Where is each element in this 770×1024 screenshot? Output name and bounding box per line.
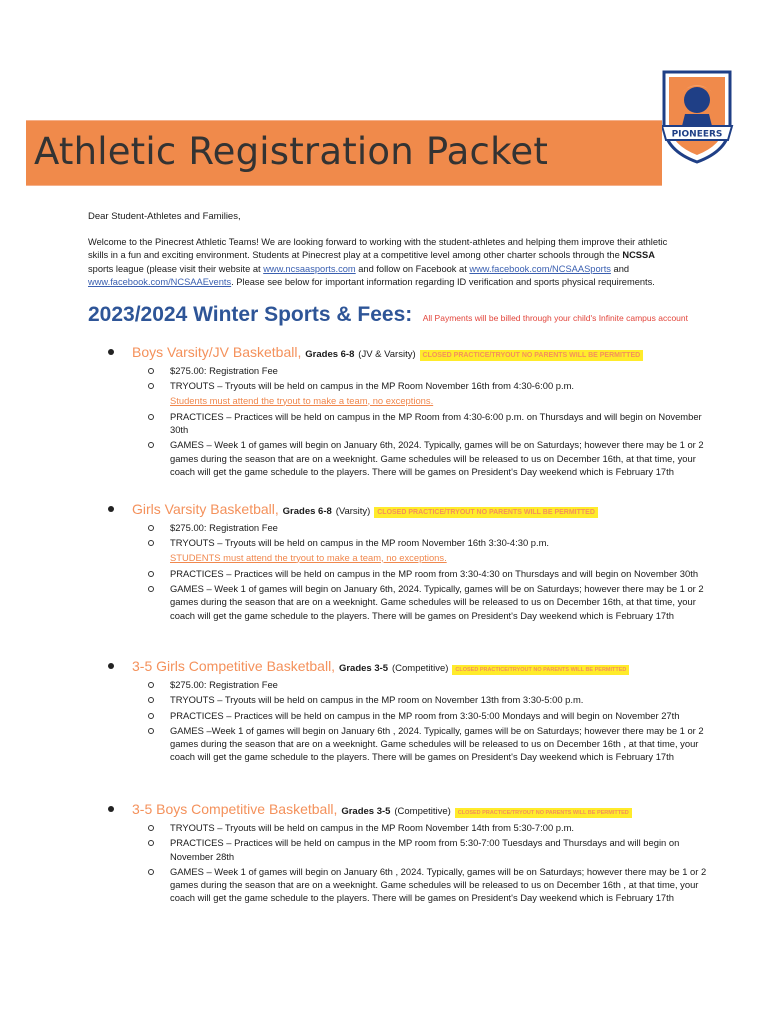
- sport-block-boys-3-5: [108, 803, 708, 907]
- league-name: NCSSA: [622, 250, 655, 261]
- sport-grades: Grades 3-5: [338, 663, 389, 674]
- school-logo: [658, 64, 736, 164]
- sport-name: 3-5 Boys Competitive Basketball,: [132, 801, 338, 817]
- games-item: GAMES – Week 1 of games will begin on January 6th, 2024. Typically, games will be on Saturdays; however there may be 1 or 2 games during the season that are on a weeknight. Game schedules will be released to us on December 16th, at that time, your coach will get the game schedule to the players. There will be games on President's Day weekend which is February 17th: [148, 438, 708, 478]
- bullet: [108, 349, 114, 355]
- logo-lettering: PIONEERS: [671, 129, 723, 140]
- greeting: Dear Student-Athletes and Families,: [88, 211, 241, 222]
- games-item: GAMES –Week 1 of games will begin on January 6th , 2024. Typically, games will be on Saturdays; however there may be 1 or 2 games during the season that are on a weeknight. Game schedules will be released to us on December 16th , at that time, your coach will get the game schedule to the players. There will be games on President's Day weekend which is February 17th: [148, 724, 708, 764]
- bullet: [108, 506, 114, 512]
- tryouts-item: TRYOUTS – Tryouts will be held on campus in the MP Room November 16th from 4:30-6:00 p.m.: [148, 379, 708, 392]
- bullet: [108, 806, 114, 812]
- tryout-warning: STUDENTS must attend the tryout to make a team, no exceptions.: [170, 551, 447, 563]
- fee-item: $275.00: Registration Fee: [148, 678, 708, 691]
- sport-level: (Competitive): [394, 806, 451, 817]
- sport-name: Boys Varsity/JV Basketball,: [132, 344, 302, 360]
- facebook-events-link[interactable]: www.facebook.com/NCSAAEvents: [88, 277, 232, 288]
- sport-header: [108, 503, 708, 521]
- tryouts-item: TRYOUTS – Tryouts will be held on campus in the MP room November 16th 3:30-4:30 p.m.: [148, 536, 708, 549]
- sport-name: 3-5 Girls Competitive Basketball,: [132, 658, 336, 674]
- sport-header: [108, 660, 708, 678]
- sport-header: [108, 803, 708, 821]
- games-item: GAMES – Week 1 of games will begin on January 6th, 2024. Typically, games will be on Saturdays; however there may be 1 or 2 games during the season that are on a weeknight. Game schedules will be released to us on December 16th, at that time, your coach will get the game schedule to the players. There will be games on President's Day weekend which is February 17th: [148, 582, 708, 622]
- payment-note: All Payments will be billed through your child's Infinite campus account: [422, 313, 688, 323]
- sport-level: (Competitive): [391, 663, 449, 674]
- sport-block-girls-3-5: [108, 660, 708, 766]
- practices-item: PRACTICES – Practices will be held on campus in the MP room from 5:30-7:00 Tuesdays and Thursdays and will begin on November 28th: [148, 836, 708, 863]
- sport-level: (JV & Varsity): [358, 349, 416, 360]
- closed-practice-highlight: CLOSED PRACTICE/TRYOUT NO PARENTS WILL BE PERMITTED: [374, 507, 598, 518]
- sport-grades: Grades 6-8: [305, 349, 355, 360]
- intro-paragraph: Welcome to the Pinecrest Athletic Teams! We are looking forward to working with the student-athletes and helping them improve their athletic skills in a fun and exciting environment. Students at Pinecrest play at a competitive level among other charter schools through the NCSSA sports league (please visit their website at www.ncsaasports.com and follow on Facebook at www.facebook.com/NCSAASports and www.facebook.com/NCSAAEvents. Please see below for important information regarding ID verification and sports physical requirements.: [88, 237, 668, 288]
- sport-block-boys-varsity: [108, 346, 708, 480]
- section-title: 2023/2024 Winter Sports & Fees:: [88, 303, 413, 326]
- facebook-sports-link[interactable]: www.facebook.com/NCSAASports: [469, 263, 611, 274]
- sport-grades: Grades 6-8: [282, 506, 332, 517]
- fee-item: $275.00: Registration Fee: [148, 364, 708, 377]
- sport-level: (Varsity): [335, 506, 371, 517]
- closed-practice-highlight: CLOSED PRACTICE/TRYOUT NO PARENTS WILL BE PERMITTED: [452, 665, 629, 675]
- league-website-link[interactable]: www.ncsaasports.com: [263, 263, 356, 274]
- closed-practice-highlight: CLOSED PRACTICE/TRYOUT NO PARENTS WILL BE PERMITTED: [455, 808, 632, 818]
- closed-practice-highlight: CLOSED PRACTICE/TRYOUT NO PARENTS WILL BE PERMITTED: [420, 350, 644, 361]
- fee-item: $275.00: Registration Fee: [148, 521, 708, 534]
- tryouts-item: TRYOUTS – Tryouts will be held on campus in the MP room on November 13th from 3:30-5:00 p.m.: [148, 693, 708, 706]
- practices-item: PRACTICES – Practices will be held on campus in the MP Room from 4:30-6:00 p.m. on Thursdays and will begin on November 30th: [148, 410, 708, 437]
- practices-item: PRACTICES – Practices will be held on campus in the MP room from 3:30-5:00 Mondays and will begin on November 27th: [148, 709, 708, 722]
- bullet: [108, 663, 114, 669]
- sport-name: Girls Varsity Basketball,: [132, 501, 279, 517]
- sport-grades: Grades 3-5: [341, 806, 391, 817]
- games-item: GAMES – Week 1 of games will begin on January 6th , 2024. Typically, games will be on Saturdays; however there may be 1 or 2 games during the season that are on a weeknight. Game schedules will be released to us on December 16th , at that time, your coach will get the game schedule to the players. There will be games on President's Day weekend which is February 17th: [148, 865, 708, 905]
- practices-item: PRACTICES – Practices will be held on campus in the MP room from 3:30-4:30 on Thursdays and will begin on November 30th: [148, 567, 708, 580]
- tryout-warning: Students must attend the tryout to make a team, no exceptions.: [170, 394, 434, 406]
- page-title: Athletic Registration Packet: [34, 130, 549, 173]
- sport-header: [108, 346, 708, 364]
- tryouts-item: TRYOUTS – Tryouts will be held on campus in the MP Room November 14th from 5:30-7:00 p.m.: [148, 821, 708, 834]
- section-heading: [88, 303, 688, 327]
- sport-block-girls-varsity: [108, 503, 708, 624]
